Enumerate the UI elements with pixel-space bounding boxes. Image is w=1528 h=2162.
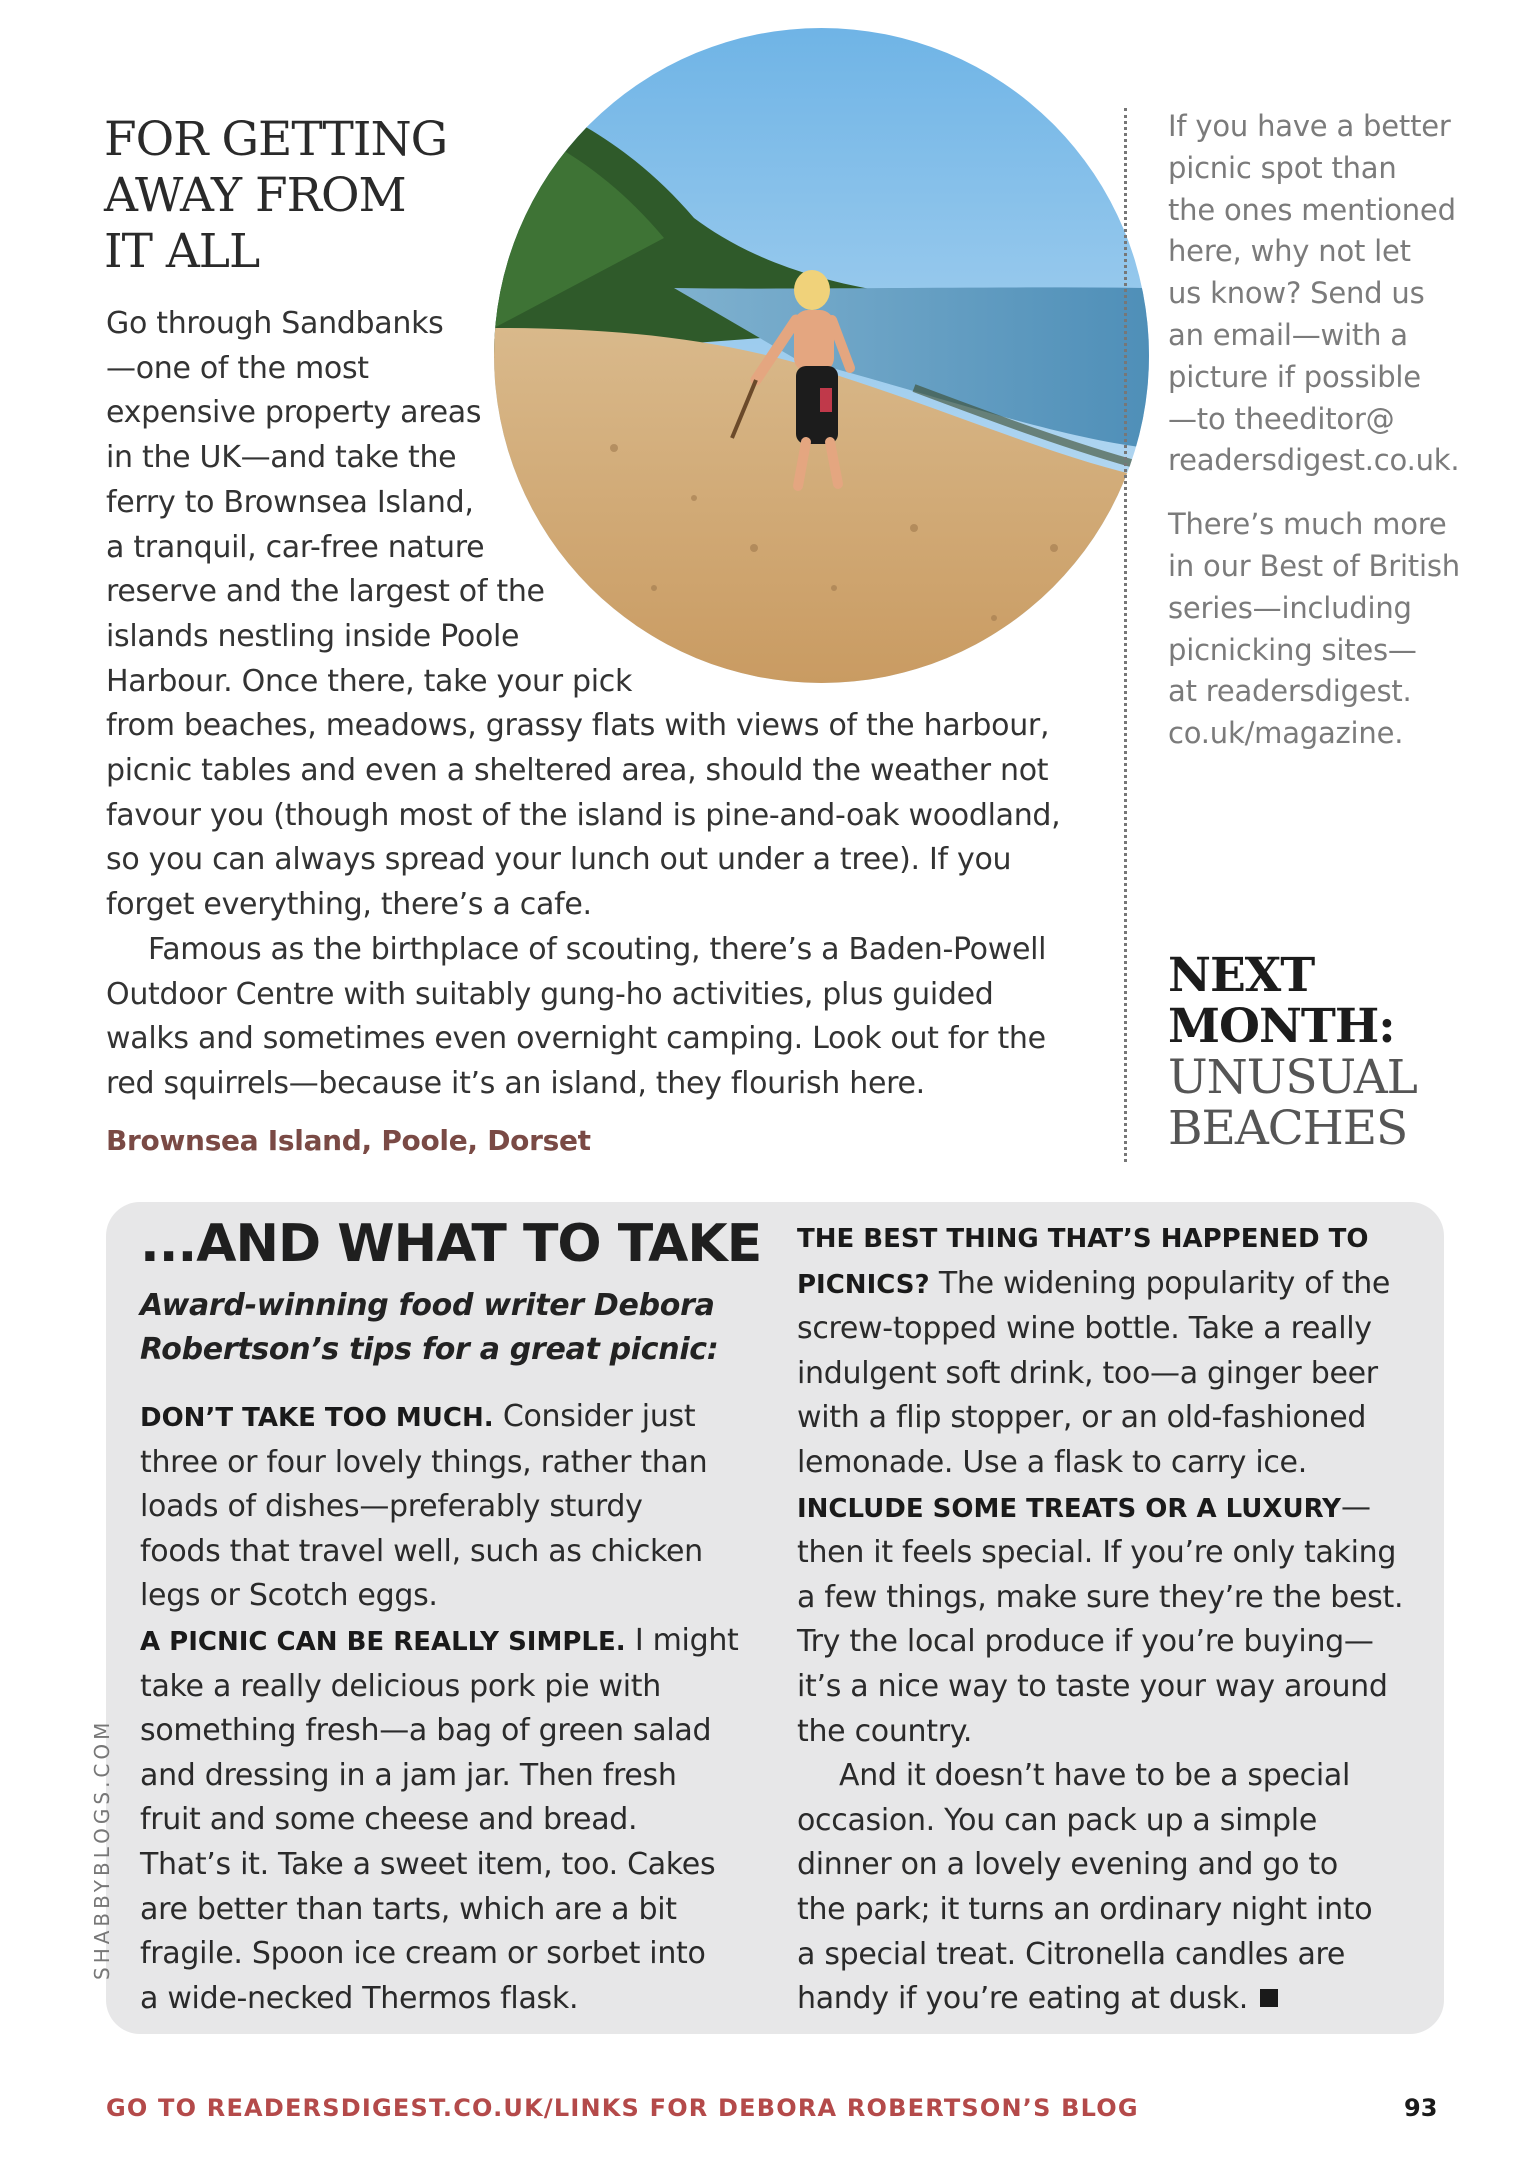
tips-subtitle-line: Robertson’s tips for a great picnic:: [140, 1332, 719, 1367]
next-month-topic: [1168, 1052, 1417, 1154]
tip-text: and dressing in a jam jar. Then fresh: [140, 1757, 677, 1793]
tips-line: [140, 1485, 739, 1530]
tips-subtitle-line: Award-winning food writer Debora: [140, 1288, 715, 1323]
headline-line: FOR GETTING: [104, 112, 448, 167]
end-mark-icon: [1260, 1989, 1278, 2007]
article-line: red squirrels—because it’s an island, they flourish here.: [106, 1065, 925, 1101]
sidebar-website-link[interactable]: at readersdigest.: [1168, 674, 1412, 709]
sidebar-line: If you have a better: [1168, 109, 1451, 143]
tip-text: legs or Scotch eggs.: [140, 1578, 438, 1614]
sidebar-divider: [1124, 108, 1127, 1162]
tip-text: then it feels special. If you’re only taking: [797, 1535, 1397, 1571]
tip-text: something fresh—a bag of green salad: [140, 1713, 712, 1749]
sidebar-line: the ones mentioned: [1168, 192, 1456, 227]
article-line: picnic tables and even a sheltered area, should the weather not: [106, 753, 1049, 789]
location-credit: Brownsea Island, Poole, Dorset: [106, 1124, 591, 1157]
next-month-label: [1168, 950, 1417, 1052]
tips-line: [140, 1888, 739, 1933]
tip-text: loads of dishes—preferably sturdy: [140, 1489, 643, 1525]
tips-line: [797, 1216, 1403, 1262]
tips-line: [140, 1530, 739, 1575]
tip-text: dinner on a lovely evening and go to: [797, 1847, 1338, 1883]
headline-line: IT ALL: [104, 224, 260, 279]
article-line: Harbour. Once there, take your pick: [106, 663, 633, 699]
tip-text: with a flip stopper, or an old-fashioned: [797, 1400, 1367, 1436]
next-month-label-line: MONTH:: [1168, 999, 1395, 1054]
article-line: Go through Sandbanks: [106, 306, 444, 341]
tip-text: lemonade. Use a flask to carry ice.: [797, 1444, 1307, 1480]
tip-heading: THE BEST THING THAT’S HAPPENED TO: [797, 1224, 1369, 1254]
article-line: ferry to Brownsea Island,: [106, 484, 474, 520]
tips-line: [797, 1620, 1403, 1665]
article-body: [106, 302, 1060, 1107]
tip-text: a special treat. Citronella candles are: [797, 1936, 1346, 1972]
tips-line: [797, 1441, 1403, 1486]
tips-line: [797, 1754, 1403, 1799]
tips-line: [797, 1531, 1403, 1576]
next-month-topic-line: BEACHES: [1168, 1101, 1408, 1156]
tip-text: fragile. Spoon ice cream or sorbet into: [140, 1936, 706, 1972]
article-line: reserve and the largest of the: [106, 574, 545, 610]
article-headline: [104, 112, 524, 280]
tip-heading: A PICNIC CAN BE REALLY SIMPLE.: [140, 1626, 626, 1657]
article-line: islands nestling inside Poole: [106, 618, 520, 654]
article-line: forget everything, there’s a cafe.: [106, 887, 592, 923]
tips-line: [140, 1574, 739, 1619]
next-month-label-line: NEXT: [1168, 948, 1315, 1003]
tip-text: fruit and some cheese and bread.: [140, 1802, 638, 1838]
tips-line: [140, 1932, 739, 1977]
tip-text: Consider just: [493, 1399, 696, 1434]
tips-line: [140, 1977, 739, 2022]
tip-text: the country.: [797, 1713, 973, 1749]
tips-line: [140, 1754, 739, 1799]
tip-text: handy if you’re eating at dusk.: [797, 1981, 1249, 2017]
sidebar-email-link[interactable]: readersdigest.co.uk.: [1168, 443, 1460, 478]
tips-line: [797, 1799, 1403, 1844]
article-line: in the UK—and take the: [106, 440, 457, 476]
tip-text: a few things, make sure they’re the best.: [797, 1579, 1404, 1615]
tip-text: are better than tarts, which are a bit: [140, 1891, 677, 1927]
tip-text: the park; it turns an ordinary night into: [797, 1891, 1373, 1927]
article-line: Famous as the birthplace of scouting, there’s a Baden-Powell: [148, 931, 1047, 967]
tip-text: take a really delicious pork pie with: [140, 1668, 661, 1704]
sidebar-line: here, why not let: [1168, 234, 1411, 269]
sidebar-line: picnic spot than: [1168, 150, 1397, 185]
next-month-topic-line: UNUSUAL: [1168, 1050, 1417, 1105]
tip-text: That’s it. Take a sweet item, too. Cakes: [140, 1846, 716, 1882]
tip-text: Try the local produce if you’re buying—: [797, 1624, 1374, 1660]
tip-text: —: [1341, 1489, 1371, 1525]
sidebar-line: picnicking sites—: [1168, 632, 1417, 667]
tips-line: [797, 1486, 1403, 1532]
sidebar-notes: [1168, 106, 1513, 755]
tip-text: screw-topped wine bottle. Take a really: [797, 1311, 1372, 1347]
tip-text: it’s a nice way to taste your way around: [797, 1668, 1388, 1704]
tips-line: [797, 1307, 1403, 1352]
sidebar-line: —to theeditor@: [1168, 401, 1395, 436]
article-line: walks and sometimes even overnight camping. Look out for the: [106, 1021, 1046, 1057]
page-number: 93: [1404, 2094, 1438, 2122]
sidebar-line: picture if possible: [1168, 359, 1421, 394]
tips-title: ...AND WHAT TO TAKE: [140, 1214, 762, 1274]
sidebar-line: series—including: [1168, 590, 1412, 625]
article-line: —one of the most: [106, 350, 369, 386]
article-line: from beaches, meadows, grassy flats with views of the harbour,: [106, 708, 1050, 744]
footer-blog-link[interactable]: GO TO READERSDIGEST.CO.UK/LINKS FOR DEBORA ROBERTSON’S BLOG: [106, 2094, 1139, 2122]
article-line: so you can always spread your lunch out under a tree). If you: [106, 842, 1012, 878]
tips-column-right: [797, 1216, 1403, 2022]
tips-line: [797, 1933, 1403, 1978]
tips-line: [797, 1262, 1403, 1308]
sidebar-line: us know? Send us: [1168, 276, 1425, 311]
tip-text: foods that travel well, such as chicken: [140, 1533, 703, 1569]
sidebar-line: in our Best of British: [1168, 548, 1460, 583]
photo-credit: SHABBYBLOGS.COM: [90, 1718, 114, 1980]
sidebar-website-link[interactable]: co.uk/magazine.: [1168, 716, 1404, 751]
tips-line: [140, 1798, 739, 1843]
next-month-teaser: [1168, 950, 1417, 1154]
tips-line: [140, 1843, 739, 1888]
tips-line: [797, 1352, 1403, 1397]
tips-line: [797, 1396, 1403, 1441]
tips-column-left: [140, 1395, 739, 2021]
tip-text: The widening popularity of the: [929, 1265, 1391, 1301]
sidebar-line: an email—with a: [1168, 317, 1408, 352]
article-line: a tranquil, car-free nature: [106, 529, 485, 565]
tips-line: [140, 1395, 739, 1441]
article-line: expensive property areas: [106, 395, 482, 431]
tip-text: a wide-necked Thermos flask.: [140, 1980, 579, 2016]
sidebar-line: There’s much more: [1168, 507, 1447, 542]
tip-heading: INCLUDE SOME TREATS OR A LUXURY: [797, 1493, 1341, 1524]
tip-heading: PICNICS?: [797, 1269, 930, 1300]
tips-line: [797, 1843, 1403, 1888]
tips-line: [140, 1709, 739, 1754]
tip-text: occasion. You can pack up a simple: [797, 1802, 1317, 1838]
tips-line: [140, 1665, 739, 1710]
tip-text: I might: [625, 1622, 739, 1658]
tips-line: [797, 1977, 1403, 2022]
tip-heading: DON’T TAKE TOO MUCH.: [140, 1403, 494, 1433]
tip-text: And it doesn’t have to be a special: [839, 1758, 1351, 1794]
tips-line: [797, 1665, 1403, 1710]
tips-line: [140, 1441, 739, 1486]
tips-line: [797, 1710, 1403, 1755]
tips-line: [797, 1888, 1403, 1933]
tips-subtitle: [140, 1284, 719, 1372]
tips-line: [140, 1619, 739, 1665]
headline-line: AWAY FROM: [104, 168, 406, 223]
tip-text: indulgent soft drink, too—a ginger beer: [797, 1355, 1378, 1391]
article-line: Outdoor Centre with suitably gung-ho activities, plus guided: [106, 976, 994, 1012]
tip-text: three or four lovely things, rather than: [140, 1444, 708, 1480]
tips-line: [797, 1576, 1403, 1621]
article-line: favour you (though most of the island is pine-and-oak woodland,: [106, 797, 1061, 833]
